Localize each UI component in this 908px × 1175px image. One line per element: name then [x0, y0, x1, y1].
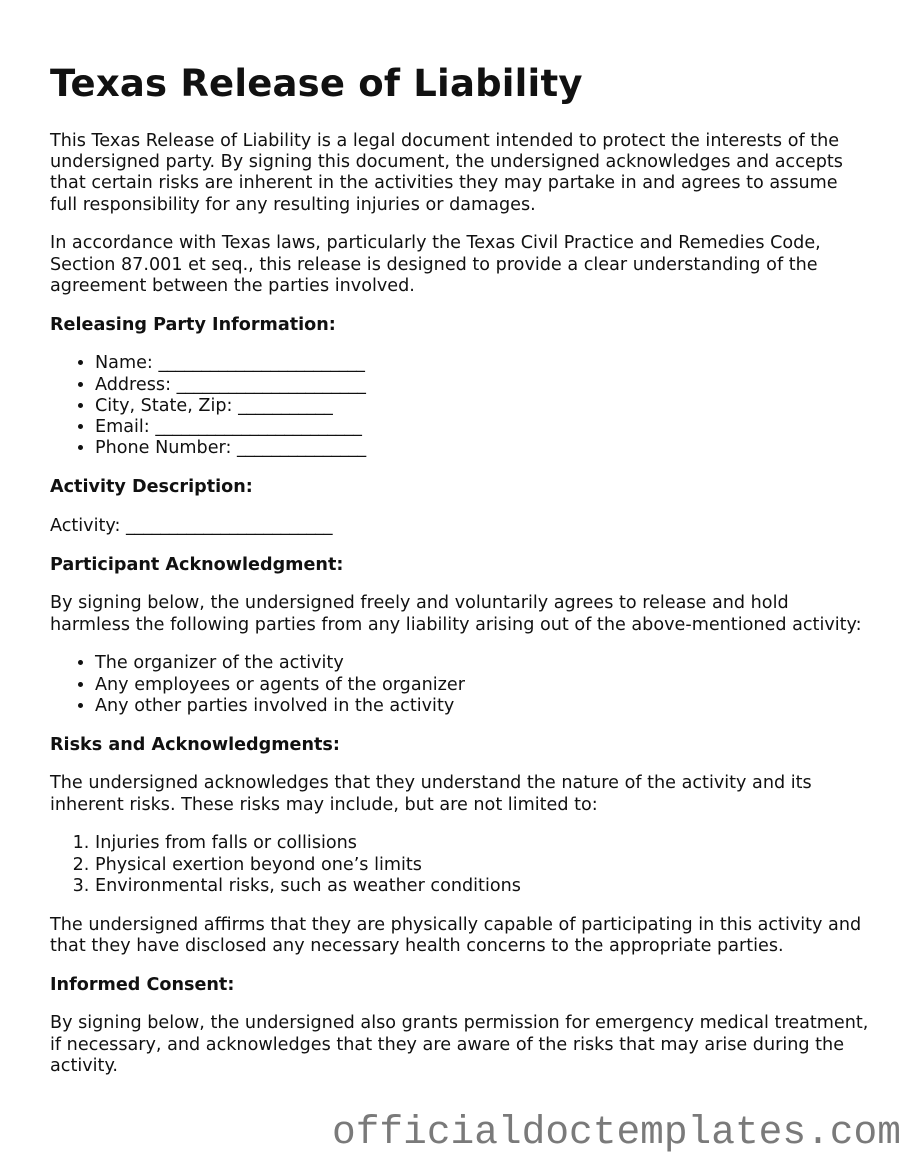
field-label: Activity: — [50, 515, 127, 536]
field-phone-number — [95, 438, 870, 459]
informed-consent-heading: Informed Consent: — [50, 974, 235, 995]
field-label: Email: — [95, 417, 156, 438]
informed-consent-paragraph: By signing below, the undersigned also grants permission for emergency medical treatment, if necessary, and acknowledges that they are aware of the risks that may arise during the activity. — [50, 1013, 869, 1076]
city-state-zip-blank[interactable]: ___________ — [238, 395, 333, 416]
participant-acknowledgment-paragraph: By signing below, the undersigned freely and voluntarily agrees to release and hold harmless the following parties from any liability arising out of the above-mentioned activity: — [50, 593, 862, 635]
field-address — [95, 375, 870, 396]
releasing-party-heading: Releasing Party Information: — [50, 314, 336, 335]
address-blank[interactable]: ______________________ — [176, 374, 366, 395]
field-name — [95, 353, 870, 374]
activity-blank[interactable]: ________________________ — [126, 515, 333, 536]
intro-paragraph-1: This Texas Release of Liability is a legal document intended to protect the interests of the undersigned party. By signing this document, the undersigned acknowledges and accepts that certain risks are inherent in the activities they may partake in and agrees to assume full responsibility for any resulting injuries or damages. — [50, 131, 843, 215]
field-label: Name: — [95, 353, 159, 374]
risks-list — [50, 833, 870, 897]
list-item: 3. Environmental risks, such as weather conditions — [95, 876, 870, 897]
email-blank[interactable]: ________________________ — [155, 417, 362, 438]
field-city-state-zip — [95, 396, 870, 417]
document-body — [50, 131, 870, 1095]
releasing-party-fields — [50, 353, 870, 459]
participant-acknowledgment-heading: Participant Acknowledgment: — [50, 554, 344, 575]
list-item: • Any employees or agents of the organizer — [95, 675, 870, 696]
field-label: City, State, Zip: — [95, 395, 239, 416]
affirmation-paragraph: The undersigned affirms that they are physically capable of participating in this activity and that they have disclosed any necessary health concerns to the appropriate parties. — [50, 914, 862, 956]
name-blank[interactable]: ________________________ — [158, 353, 365, 374]
risks-paragraph: The undersigned acknowledges that they understand the nature of the activity and its inherent risks. These risks may include, but are not limited to: — [50, 773, 812, 815]
risks-heading: Risks and Acknowledgments: — [50, 734, 340, 755]
intro-paragraph-2: In accordance with Texas laws, particularly the Texas Civil Practice and Remedies Code, Section 87.001 et seq., this release is designed to provide a clear understanding of the agreement between the parties involved. — [50, 233, 821, 296]
list-item: • The organizer of the activity — [95, 653, 870, 674]
field-label: Phone Number: — [95, 438, 237, 459]
list-item: 1. Injuries from falls or collisions — [95, 833, 870, 854]
activity-field — [50, 516, 870, 537]
list-item: • Any other parties involved in the activity — [95, 696, 870, 717]
field-label: Address: — [95, 374, 177, 395]
released-parties-list — [50, 653, 870, 717]
watermark: officialdoctemplates.com — [332, 1110, 901, 1155]
activity-description-heading: Activity Description: — [50, 477, 253, 498]
list-item: 2. Physical exertion beyond one’s limits — [95, 855, 870, 876]
document-title: Texas Release of Liability — [50, 62, 583, 105]
field-email — [95, 417, 870, 438]
phone-number-blank[interactable]: _______________ — [236, 438, 366, 459]
